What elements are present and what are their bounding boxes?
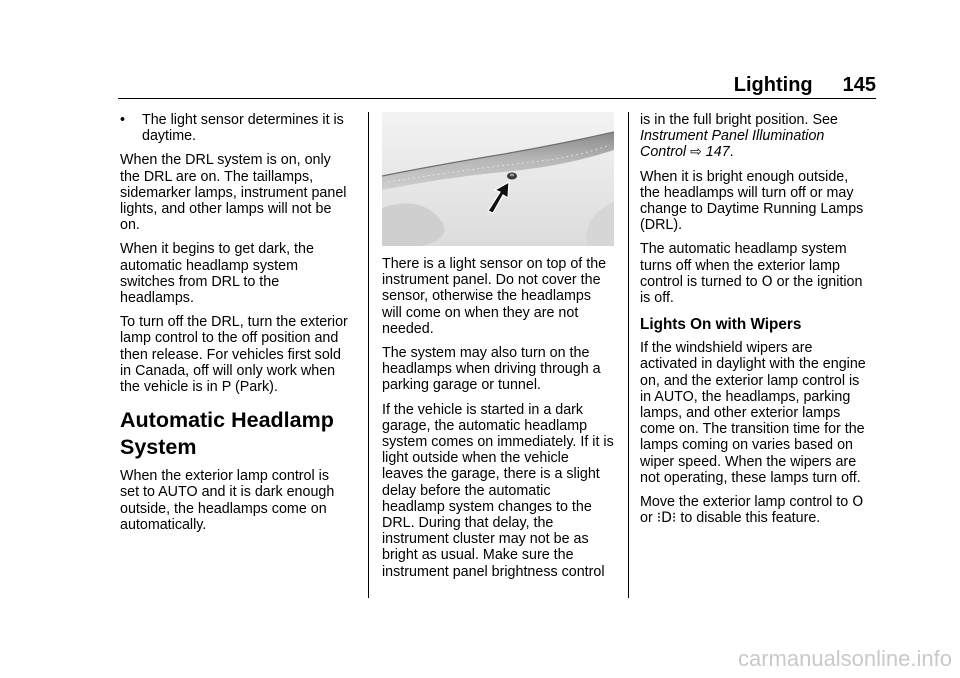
text-run: The automatic headlamp system turns off when the exterior lamp control is turned to xyxy=(640,241,847,290)
paragraph: To turn off the DRL, turn the exterior lamp control to the off position and then release. For vehicles first sold in Canada, off will only work when the vehicle is in P (Park). xyxy=(120,314,348,396)
paragraph: When the DRL system is on, only the DRL are on. The taillamps, sidemarker lamps, instrument panel lights, and other lamps will not be on. xyxy=(120,152,347,234)
column-2 xyxy=(382,112,614,588)
watermark: carmanualsonline.info xyxy=(737,646,952,671)
text-run: . xyxy=(729,144,734,161)
bullet-marker: • xyxy=(120,112,126,128)
paragraph xyxy=(640,112,872,161)
text-run: is in the full bright position. See xyxy=(640,112,838,128)
text-run: or xyxy=(640,510,653,527)
paragraph xyxy=(640,241,872,306)
paragraph: When the exterior lamp control is set to AUTO and it is dark enough outside, the headlamps come on automatically. xyxy=(120,468,335,533)
section-title: Lighting xyxy=(733,74,813,96)
column-divider-2 xyxy=(628,112,629,598)
light-sensor-photo xyxy=(382,112,614,246)
text-run: to disable this feature. xyxy=(680,510,821,527)
paragraph: The system may also turn on the headlamps when driving through a parking garage or tunnel. xyxy=(382,345,601,394)
paragraph: When it is bright enough outside, the headlamps will turn off or may change to Daytime Running Lamps (DRL). xyxy=(640,168,864,234)
paragraph: If the vehicle is started in a dark garage, the automatic headlamp system comes on immediately. If it is light outside when the vehicle leaves the garage, there is a slight delay before the automatic headlamp system changes to the DRL. During that delay, the instrument cluster may not be as bright as usual. Make sure the instrument panel brightness control xyxy=(382,401,614,580)
column-3 xyxy=(640,112,872,534)
cross-reference-link[interactable]: Instrument Panel Illumination Control xyxy=(640,128,825,161)
page-header xyxy=(118,74,876,97)
bullet-item xyxy=(120,112,352,144)
daytime-running-lamp-icon: ⁝D⁝ xyxy=(656,510,677,527)
bullet-text: The light sensor determines it is daytime. xyxy=(142,112,344,145)
page-number: 145 xyxy=(842,74,876,96)
reference-page-number[interactable]: 147 xyxy=(705,144,730,161)
text-run: or the ignition is off. xyxy=(640,273,863,307)
header-rule xyxy=(118,98,876,99)
text-run: Move the exterior lamp control to xyxy=(640,494,849,511)
paragraph: If the windshield wipers are activated in daylight with the engine on, and the exterior lamp control is in AUTO, the headlamps, parking lamps, and other exterior lamps come on. The transition time for the lamps coming on varies based on wiper speed. When the wipers are not operating, these lamps turn off. xyxy=(640,340,866,486)
page-reference-icon: ⇨ xyxy=(690,144,702,161)
paragraph: There is a light sensor on top of the instrument panel. Do not cover the sensor, otherwise the headlamps will come on when they are not needed. xyxy=(382,256,607,337)
section-heading: Automatic Headlamp System xyxy=(120,408,334,460)
lamp-off-icon: O xyxy=(761,273,773,290)
paragraph: When it begins to get dark, the automatic headlamp system switches from DRL to the headlamps. xyxy=(120,241,314,307)
paragraph xyxy=(640,494,872,526)
column-divider-1 xyxy=(368,112,369,598)
lamp-off-icon: O xyxy=(852,494,864,511)
subsection-heading: Lights On with Wipers xyxy=(640,316,802,334)
column-1 xyxy=(120,112,352,541)
